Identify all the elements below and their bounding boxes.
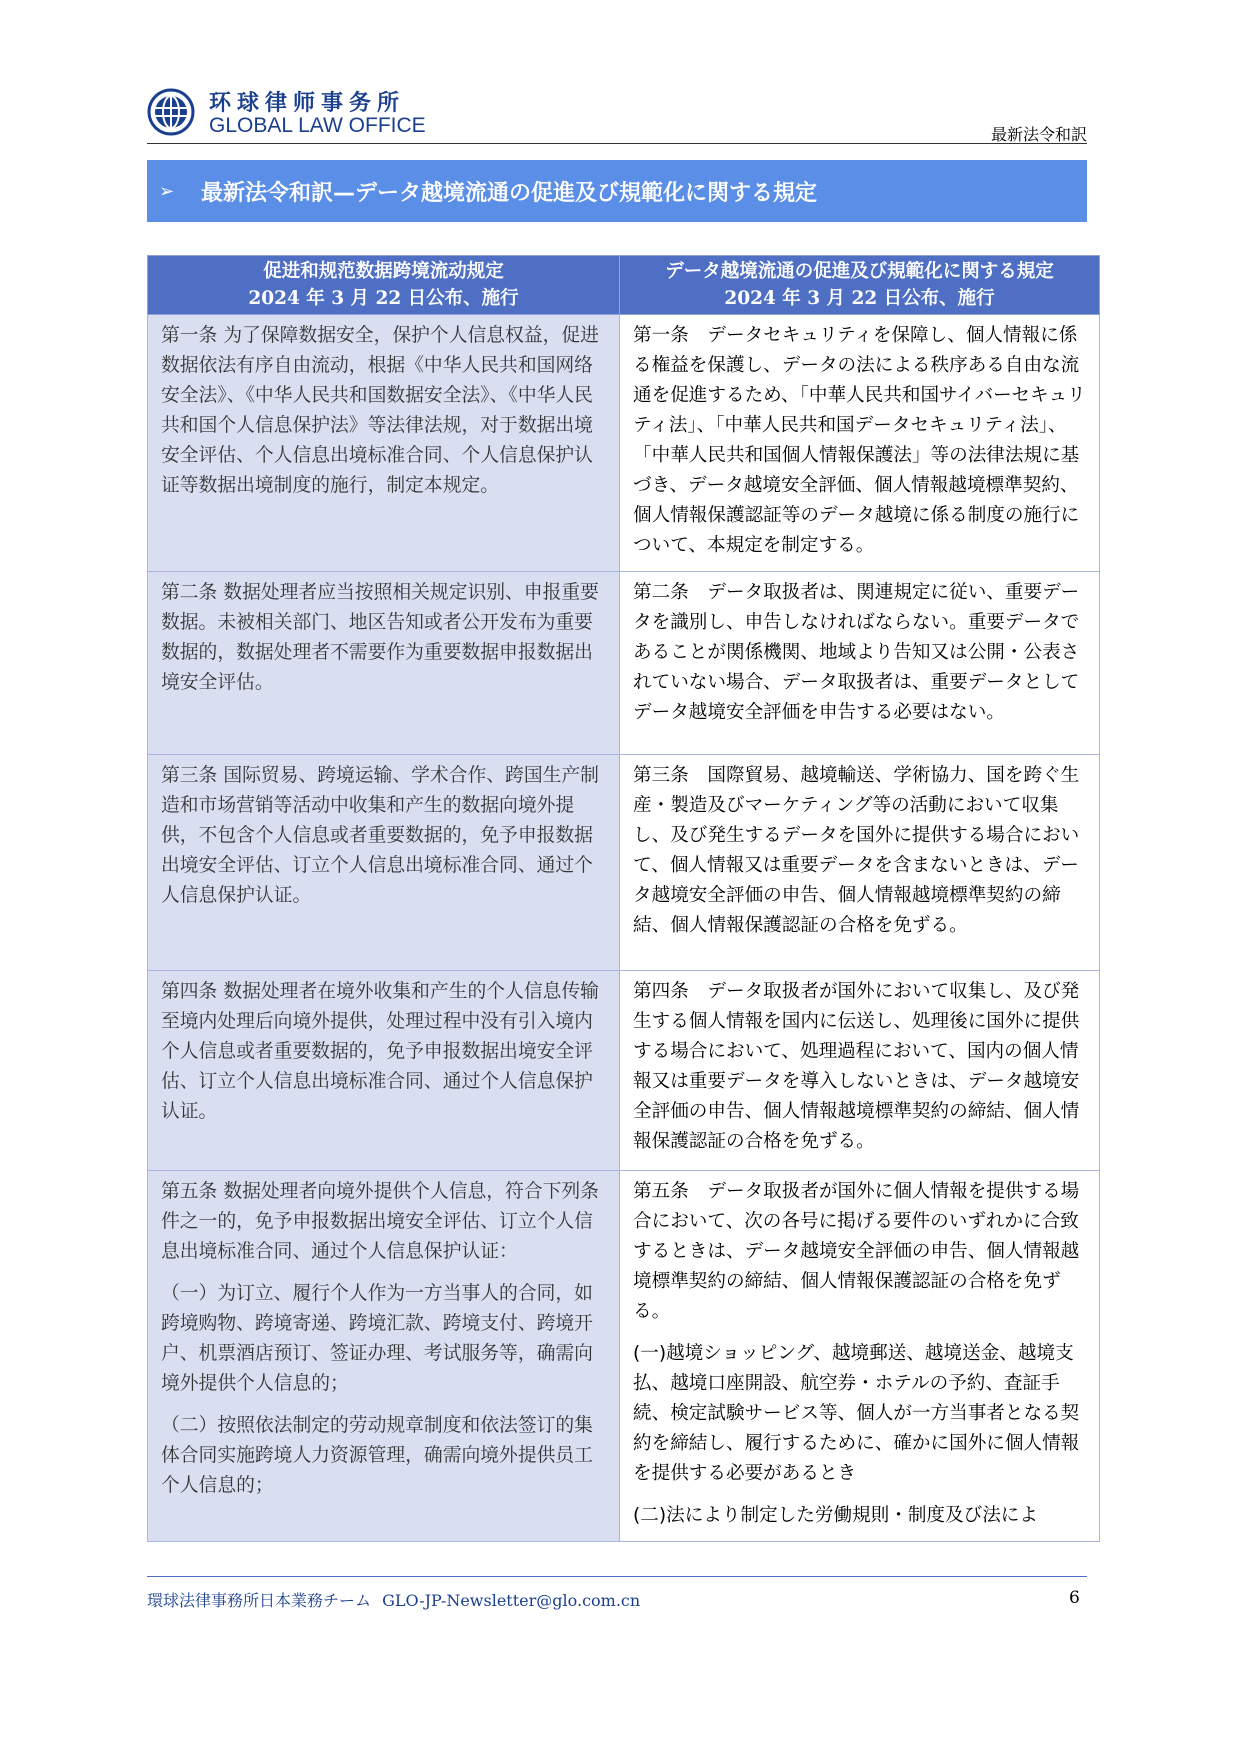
article-5-chinese	[148, 1171, 620, 1542]
logo-chinese-name: 环球律师事务所	[209, 91, 406, 116]
paragraph: （二）按照依法制定的劳动规章制度和依法签订的集体合同实施跨境人力资源管理，确需向境外提供员工个人信息的；	[161, 1415, 593, 1496]
globe-logo-icon	[147, 88, 195, 136]
table-row	[148, 971, 1100, 1171]
footer-team-name: 環球法律事務所日本業務チーム	[147, 1591, 372, 1610]
paragraph: 第三条 国際貿易、越境輸送、学術協力、国を跨ぐ生産・製造及びマーケティング等の活動において収集し、及び発生するデータを国外に提供する場合において、個人情報又は重要データを含まないときは、データ越境安全評価の申告、個人情報越境標準契約の締結、個人情報保護認証の合格を免ずる。	[633, 765, 1080, 936]
paragraph: 第五条 数据处理者向境外提供个人信息，符合下列条件之一的，免予申报数据出境安全评估、订立个人信息出境标准合同、通过个人信息保护认证：	[161, 1181, 599, 1262]
article-5-japanese	[620, 1171, 1100, 1542]
paragraph: 第四条 データ取扱者が国外において収集し、及び発生する個人情報を国内に伝送し、処理後に国外に提供する場合において、処理過程において、国内の個人情報又は重要データを導入しないときは、データ越境安全評価の申告、個人情報越境標準契約の締結、個人情報保護認証の合格を免ずる。	[633, 981, 1080, 1152]
article-1-japanese	[620, 315, 1100, 572]
article-1-chinese	[148, 315, 620, 572]
japanese-date: 2024 年 3 月 22 日公布、施行	[724, 288, 995, 309]
banner-title: 最新法令和訳—データ越境流通の促進及び規範化に関する規定	[201, 180, 818, 206]
paragraph: 第一条 为了保障数据安全，保护个人信息权益，促进数据依法有序自由流动，根据《中华人民共和国网络安全法》、《中华人民共和国数据安全法》、《中华人民共和国个人信息保护法》等法律法规，对于数据出境安全评估、个人信息出境标准合同、个人信息保护认证等数据出境制度的施行，制定本规定。	[161, 325, 599, 496]
header-divider	[147, 143, 1087, 144]
column-header-japanese	[620, 256, 1100, 315]
footer-divider	[147, 1576, 1087, 1577]
japanese-title: データ越境流通の促進及び規範化に関する規定	[665, 261, 1054, 282]
arrow-bullet-icon: ➢	[159, 180, 175, 202]
article-2-japanese	[620, 572, 1100, 755]
chinese-date: 2024 年 3 月 22 日公布、施行	[248, 288, 519, 309]
paragraph: 第一条 データセキュリティを保障し、個人情報に係る権益を保護し、データの法による秩序ある自由な流通を促進するため、「中華人民共和国サイバーセキュリティ法」、「中華人民共和国データセキュリティ法」、「中華人民共和国個人情報保護法」等の法律法規に基づき、データ越境安全評価、個人情報越境標準契約、個人情報保護認証等のデータ越境に係る制度の施行について、本規定を制定する。	[633, 325, 1086, 556]
paragraph: (一)越境ショッピング、越境郵送、越境送金、越境支払、越境口座開設、航空券・ホテルの予約、査証手続、検定試験サービス等、個人が一方当事者となる契約を締結し、履行するために、確かに国外に個人情報を提供する必要があるとき	[633, 1343, 1080, 1484]
article-3-japanese	[620, 755, 1100, 971]
paragraph: (二)法により制定した労働規則・制度及び法によ	[633, 1505, 1038, 1526]
table-row	[148, 1171, 1100, 1542]
logo-english-name: GLOBAL LAW OFFICE	[209, 114, 426, 137]
paragraph: 第三条 国际贸易、跨境运输、学术合作、跨国生产制造和市场营销等活动中收集和产生的数据向境外提供，不包含个人信息或者重要数据的，免予申报数据出境安全评估、订立个人信息出境标准合同、通过个人信息保护认证。	[161, 765, 599, 906]
chinese-title: 促进和规范数据跨境流动规定	[263, 261, 504, 282]
page-number: 6	[1069, 1588, 1080, 1608]
table-row	[148, 755, 1100, 971]
paragraph: 第五条 データ取扱者が国外に個人情報を提供する場合において、次の各号に掲げる要件のいずれかに合致するときは、データ越境安全評価の申告、個人情報越境標準契約の締結、個人情報保護認証の合格を免ずる。	[633, 1181, 1080, 1322]
article-3-chinese	[148, 755, 620, 971]
article-4-japanese	[620, 971, 1100, 1171]
table-header-row	[148, 256, 1100, 315]
paragraph: （一）为订立、履行个人作为一方当事人的合同，如跨境购物、跨境寄递、跨境汇款、跨境支付、跨境开户、机票酒店预订、签证办理、考试服务等，确需向境外提供个人信息的；	[161, 1283, 593, 1394]
table-row	[148, 572, 1100, 755]
page-header	[147, 82, 1087, 146]
paragraph: 第二条 数据处理者应当按照相关规定识别、申报重要数据。未被相关部门、地区告知或者公开发布为重要数据的，数据处理者不需要作为重要数据申报数据出境安全评估。	[161, 582, 599, 693]
article-4-chinese	[148, 971, 620, 1171]
column-header-chinese	[148, 256, 620, 315]
table-row	[148, 315, 1100, 572]
paragraph: 第二条 データ取扱者は、関連規定に従い、重要データを識別し、申告しなければならない。重要データであることが関係機関、地域より告知又は公開・公表されていない場合、データ取扱者は、重要データとしてデータ越境安全評価を申告する必要はない。	[633, 582, 1080, 723]
article-2-chinese	[148, 572, 620, 755]
footer-email-link[interactable]: GLO-JP-Newsletter@glo.com.cn	[382, 1591, 641, 1610]
paragraph: 第四条 数据处理者在境外收集和产生的个人信息传输至境内处理后向境外提供，处理过程中没有引入境内个人信息或者重要数据的，免予申报数据出境安全评估、订立个人信息出境标准合同、通过个人信息保护认证。	[161, 981, 599, 1122]
bilingual-law-table	[147, 255, 1100, 1542]
section-banner	[147, 160, 1087, 222]
footer-contact	[147, 1588, 640, 1611]
section-label: 最新法令和訳	[990, 125, 1087, 144]
